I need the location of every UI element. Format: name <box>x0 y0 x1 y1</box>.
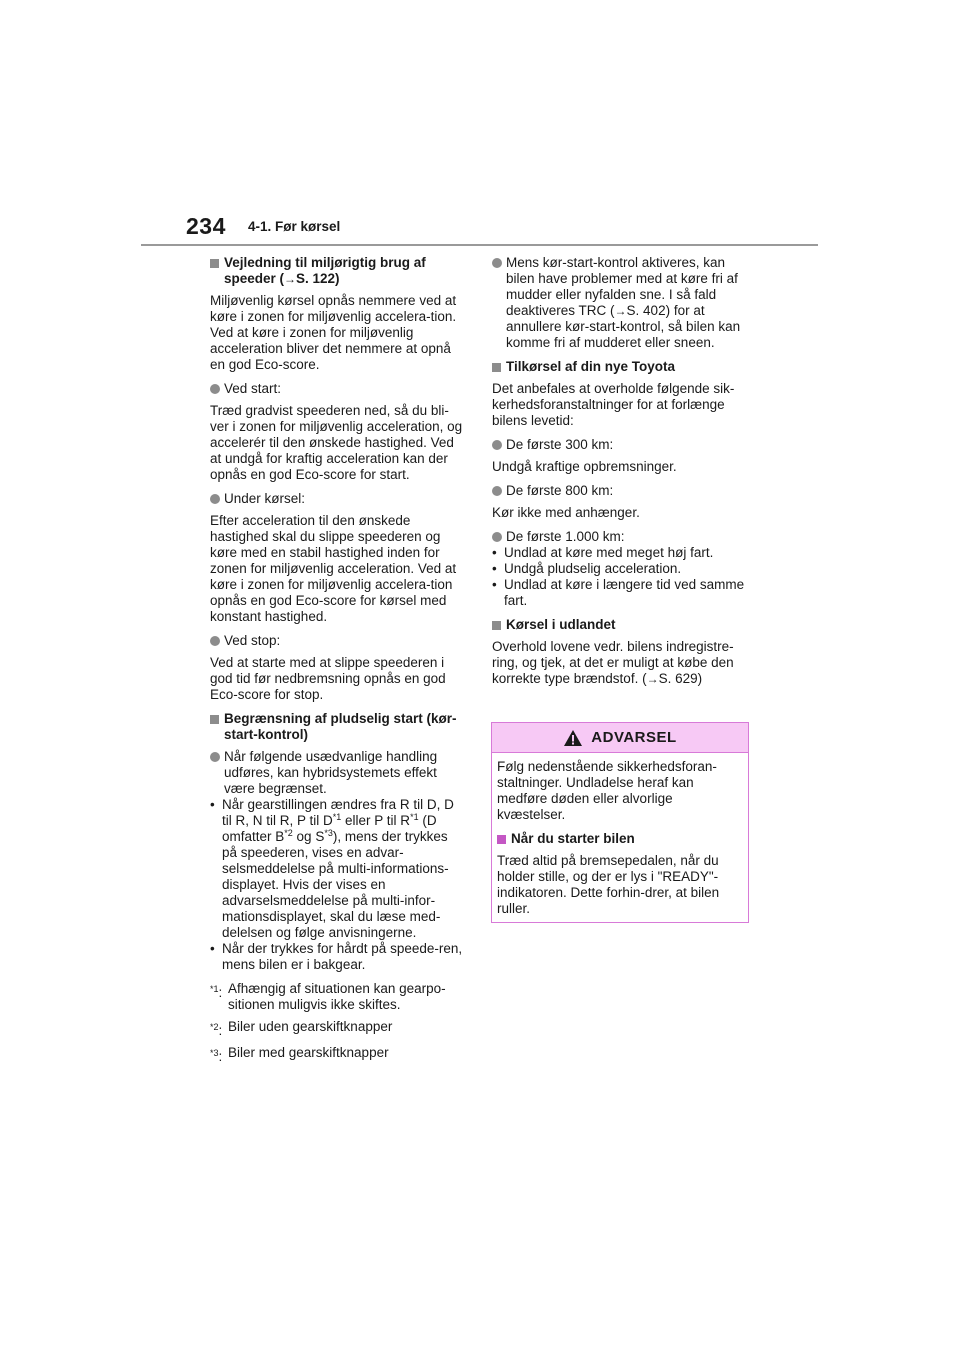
heading-start-control <box>210 711 466 743</box>
heading-text: Tilkørsel af din nye Toyota <box>506 359 676 374</box>
bullet-item <box>210 381 466 397</box>
square-bullet-icon <box>210 259 219 268</box>
paragraph: Træd gradvist speederen ned, så du bli-ver i zonen for miljøvenlig acceleration, og accelerér til den ønskede hastighed. Ved at undgå for kraftig acceleration kan der opnås en god Eco-score for start. <box>210 403 463 482</box>
warning-triangle-icon <box>563 729 583 747</box>
section-title: 4-1. Før kørsel <box>248 219 341 234</box>
bullet-item <box>210 491 466 507</box>
square-bullet-icon <box>492 621 501 630</box>
footnote-ref: *1 <box>410 812 419 822</box>
heading-text: Vejledning til miljørigtig brug af speeder ( <box>224 255 426 286</box>
circle-bullet-icon <box>492 258 502 268</box>
list-text: Når gearstillingen ændres fra R til D, D til R, N til R, P til D <box>222 797 454 828</box>
footnote-ref: *3 <box>324 828 333 838</box>
list-text: ), mens der trykkes på speederen, vises en advar-selsmeddelelse på multi-informations-displayet. Hvis der vises en advarselsmeddelelse på multi-infor-mationsdisplayet, skal du læse med-delelsen og følge anvisningerne. <box>222 829 449 940</box>
bullet-text: De første 300 km: <box>506 437 614 452</box>
paragraph: Træd altid på bremsepedalen, når du holder stille, og der er lys i "READY"-indikatoren. Dette forhin-drer, at bilen ruller. <box>497 853 720 916</box>
paragraph: Følg nedenstående sikkerhedsforan-staltninger. Undladelse heraf kan medføre døden eller alvorlige kvæstelser. <box>497 759 717 822</box>
left-column <box>210 255 466 1071</box>
warning-box <box>491 722 749 923</box>
page-number: 234 <box>186 213 226 239</box>
bullet-text: Mens kør-start-kontrol aktiveres, kan bilen have problemer med at køre fri af mudder eller nyfalden sne. I så fald deaktiveres TRC ( <box>506 255 738 318</box>
list-item <box>210 941 466 973</box>
list-text: Undlad at køre med meget høj fart. <box>504 545 714 560</box>
list-item <box>492 577 754 609</box>
bullet-item <box>492 483 754 499</box>
circle-bullet-icon <box>210 636 220 646</box>
list-mark: • <box>492 545 497 560</box>
footnote-text: Afhængig af situationen kan gearpo-sitionen muligvis ikke skiftes. <box>228 981 446 1012</box>
list-item <box>492 561 754 577</box>
bullet-item <box>492 255 754 351</box>
heading-starting-car <box>497 831 744 847</box>
bullet-text: S. 402) for at annullere kør-start-kontrol, så bilen kan komme fri af mudderet eller sneen. <box>506 303 741 350</box>
paragraph: Kør ikke med anhænger. <box>492 505 640 520</box>
bullet-text: De første 1.000 km: <box>506 529 625 544</box>
bullet-text: De første 800 km: <box>506 483 614 498</box>
bullet-text: Når følgende usædvanlige handling udføres, kan hybridsystemets effekt være begrænset. <box>224 749 438 796</box>
circle-bullet-icon <box>492 440 502 450</box>
list-mark: • <box>210 941 215 956</box>
list-item <box>210 797 466 941</box>
footnote: $^{*2}$: Biler uden gearskiftknapper <box>210 1019 393 1038</box>
bullet-item <box>210 749 466 797</box>
bullet-item <box>210 633 466 649</box>
page-reference: S. 629) <box>658 671 703 686</box>
list-text: eller P til R <box>341 813 411 828</box>
square-bullet-icon <box>497 835 506 844</box>
paragraph: Efter acceleration til den ønskede hastighed skal du slippe speederen og køre med en stabil hastighed inden for zonen for miljøvenlig acceleration. Ved at køre i zonen for miljøvenlig accelera-tion opnås en god Eco-score for kørsel med konstant hastighed. <box>210 513 457 624</box>
heading-driving-abroad <box>492 617 754 633</box>
list-text: (D omfatter B <box>222 813 437 844</box>
bullet-item <box>492 529 754 545</box>
paragraph-text: Overhold lovene vedr. bilens indregistre-ring, og tjek, at det er muligt at købe den korrekte type brændstof. ( <box>492 639 734 686</box>
paragraph: Ved at starte med at slippe speederen i god tid før nedbremsning opnås en god Eco-score for stop. <box>210 655 446 702</box>
list <box>210 797 466 973</box>
circle-bullet-icon <box>492 486 502 496</box>
arrow-icon: → <box>646 672 659 686</box>
circle-bullet-icon <box>210 494 220 504</box>
footnote-ref: *2 <box>284 828 293 838</box>
list-mark: • <box>210 797 215 812</box>
bullet-text: Under kørsel: <box>224 491 306 506</box>
paragraph: Undgå kraftige opbremsninger. <box>492 459 677 474</box>
right-column <box>492 255 754 695</box>
arrow-icon: → <box>284 272 297 286</box>
page-reference: S. 122) <box>296 271 340 286</box>
warning-title: ADVARSEL <box>591 729 677 746</box>
list <box>492 545 754 609</box>
list-item <box>492 545 754 561</box>
heading-break-in <box>492 359 754 375</box>
heading-text: Begrænsning af pludselig start (kør-start-kontrol) <box>224 711 457 742</box>
list-text: Undgå pludselig acceleration. <box>504 561 682 576</box>
footnote-ref: *1 <box>332 812 342 822</box>
circle-bullet-icon <box>492 532 502 542</box>
bullet-text: Ved start: <box>224 381 282 396</box>
footnote-text: Biler med gearskiftknapper <box>228 1045 389 1060</box>
list-text: Når der trykkes for hårdt på speede-ren, mens bilen er i bakgear. <box>222 941 463 972</box>
list-text: og S <box>292 829 325 844</box>
square-bullet-icon <box>492 363 501 372</box>
footnote: $^{*1}$: Afhængig af situationen kan gearpo-sitionen muligvis ikke skiftes. <box>210 981 466 1013</box>
warning-body <box>492 753 748 917</box>
footnote: $^{*3}$: Biler med gearskiftknapper <box>210 1045 389 1064</box>
footnote-mark: *3 <box>210 1048 219 1058</box>
paragraph <box>492 639 754 687</box>
paragraph: Miljøvenlig kørsel opnås nemmere ved at køre i zonen for miljøvenlig accelera-tion. Ved at køre i zonen for miljøvenlig acceleration bliver det nemmere at opnå en god Eco-score. <box>210 293 457 372</box>
list-mark: • <box>492 577 497 592</box>
bullet-text: Ved stop: <box>224 633 281 648</box>
header-rule <box>141 244 818 246</box>
arrow-icon: → <box>614 304 627 318</box>
footnote-mark: *2 <box>210 1022 219 1032</box>
list-mark: • <box>492 561 497 576</box>
circle-bullet-icon <box>210 752 220 762</box>
heading-text: Kørsel i udlandet <box>506 617 616 632</box>
bullet-item <box>492 437 754 453</box>
list-text: Undlad at køre i længere tid ved samme fart. <box>504 577 745 608</box>
footnote-text: Biler uden gearskiftknapper <box>228 1019 393 1034</box>
heading-text: Når du starter bilen <box>511 831 635 846</box>
circle-bullet-icon <box>210 384 220 394</box>
paragraph: Det anbefales at overholde følgende sik-kerhedsforanstaltninger for at forlænge bilens levetid: <box>492 381 735 428</box>
heading-eco-accelerator <box>210 255 466 287</box>
footnote-mark: *1 <box>210 984 219 994</box>
warning-header <box>492 723 748 753</box>
square-bullet-icon <box>210 715 219 724</box>
